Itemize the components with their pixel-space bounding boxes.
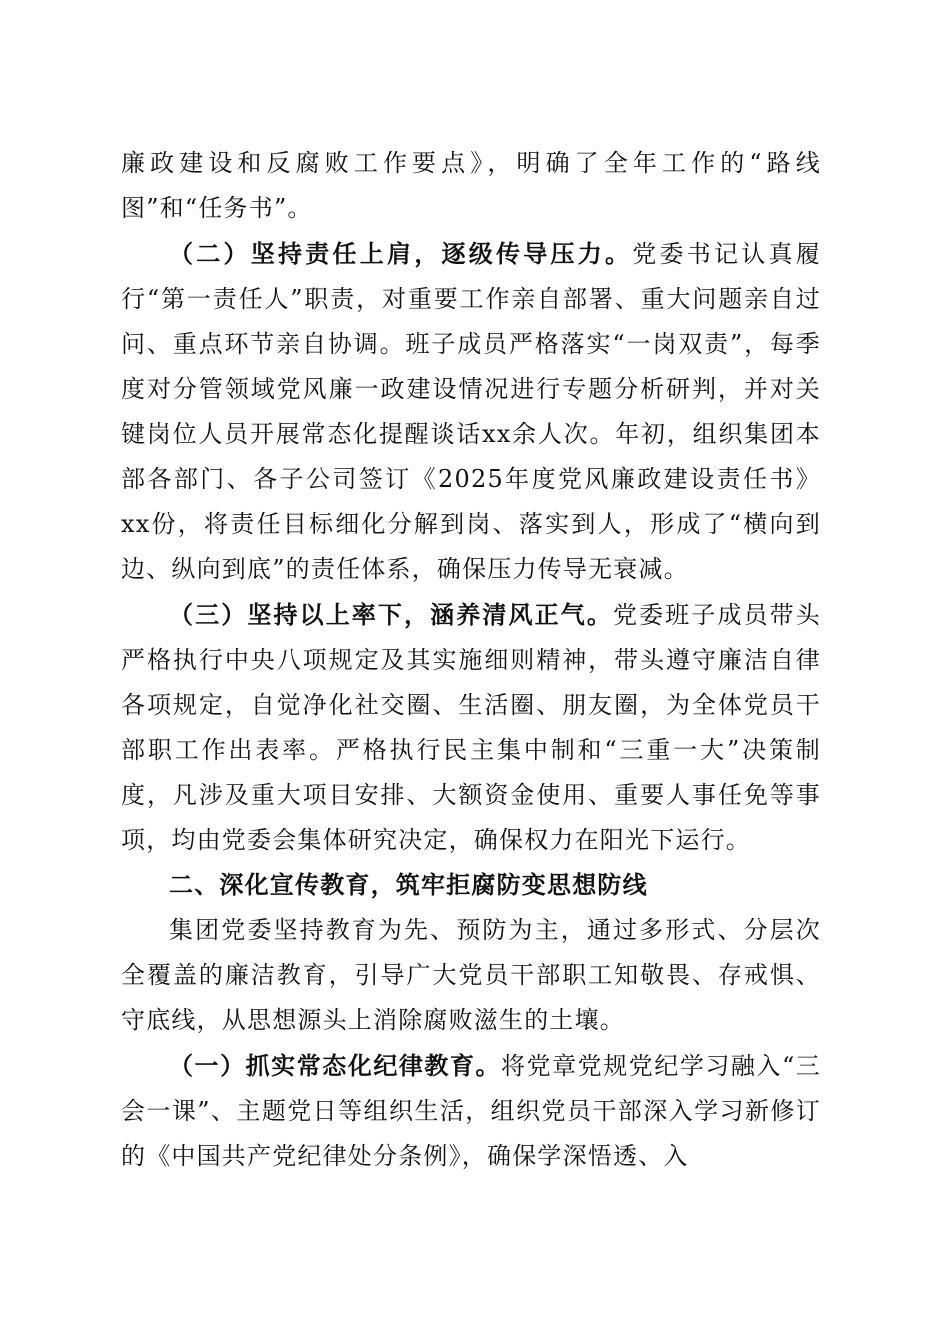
paragraph-3 [121, 592, 821, 863]
paragraph-2 [121, 231, 821, 592]
section-heading-2: 二、深化宣传教育，筑牢拒腐防变思想防线 [169, 871, 648, 899]
paragraph-text: 集团党委坚持教育为先、预防为主，通过多形式、分层次全覆盖的廉洁教育，引导广大党员干部职工知敬畏、存戒惧、守底线，从思想源头上消除腐败滋生的土壤。 [121, 916, 821, 1034]
paragraph-text: 将党章党规党纪学习融入“三会一课”、主题党日等组织生活，组织党员干部深入学习新修订的《中国共产党纪律处分条例》，确保学深悟透、入 [121, 1052, 821, 1170]
paragraph-text: 廉政建设和反腐败工作要点》，明确了全年工作的“路线图”和“任务书”。 [121, 149, 821, 222]
paragraph-text: 党委书记认真履行“第一责任人”职责，对重要工作亲自部署、重大问题亲自过问、重点环节亲自协调。班子成员严格落实“一岗双责”，每季度对分管领域党风廉一政建设情况进行专题分析研判，并对关键岗位人员开展常态化提醒谈话xx余人次。年初，组织集团本部各部门、各子公司签订《2025年度党风廉政建设责任书》xx份，将责任目标细化分解到岗、落实到人，形成了“横向到边、纵向到底”的责任体系，确保压力传导无衰减。 [121, 240, 821, 583]
document-body [121, 141, 821, 1179]
paragraph-bold-lead: （一）抓实常态化纪律教育。 [169, 1051, 502, 1080]
paragraph-5 [121, 1043, 821, 1179]
paragraph-4 [121, 908, 821, 1043]
paragraph-text: 党委班子成员带头严格执行中央八项规定及其实施细则精神，带头遵守廉洁自律各项规定，自觉净化社交圈、生活圈、朋友圈，为全体党员干部职工作出表率。严格执行民主集中制和“三重一大”决策制度，凡涉及重大项目安排、大额资金使用、重要人事任免等事项，均由党委会集体研究决定，确保权力在阳光下运行。 [121, 601, 821, 854]
paragraph-bold-lead: （二）坚持责任上肩，逐级传导压力。 [169, 239, 633, 268]
paragraph-1 [121, 141, 821, 231]
paragraph-bold-lead: （三）坚持以上率下，涵养清风正气。 [169, 600, 613, 629]
